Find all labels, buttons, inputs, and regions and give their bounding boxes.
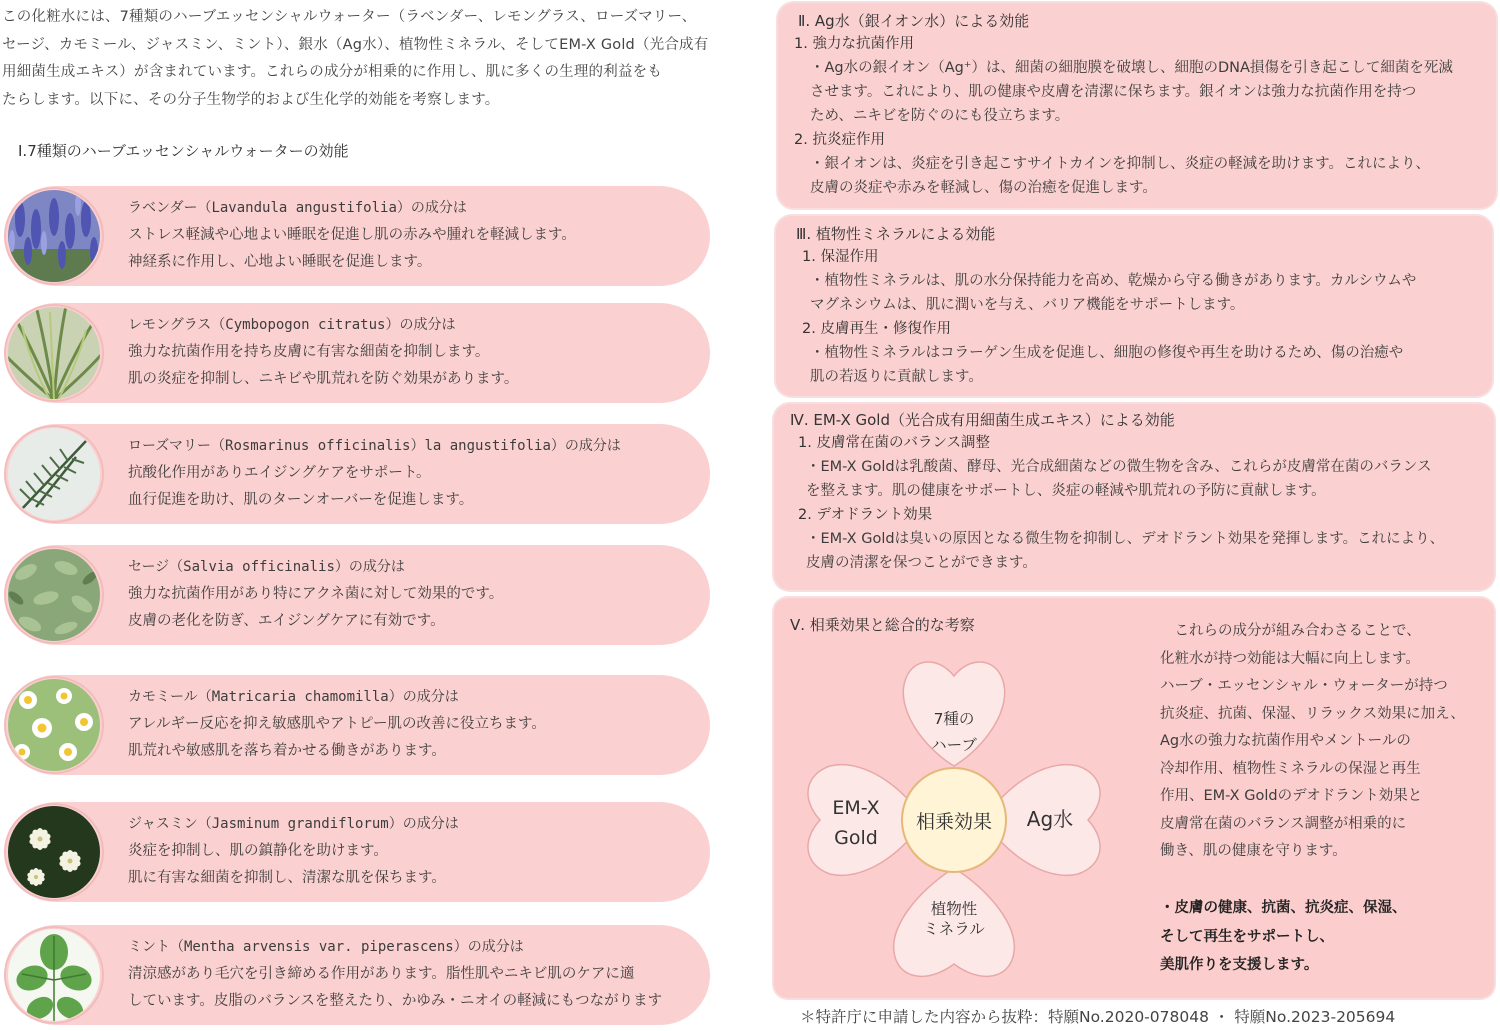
petal-top-label-1: 7種の — [933, 710, 975, 728]
herb-card-sage — [6, 545, 710, 645]
conclusion-line: 化粧水が持つ効能は大幅に向上します。 — [1160, 650, 1420, 667]
herb-effect: 強力な抗菌作用があり特にアクネ菌に対して効果的です。 — [128, 586, 504, 602]
herb-effect: アレルギー反応を抑え敏感肌やアトピー肌の改善に役立ちます。 — [128, 716, 546, 732]
section2-body-line: 皮膚の炎症や赤みを軽減し、傷の治癒を促進します。 — [810, 180, 1157, 196]
mint-photo — [6, 928, 102, 1022]
section5-title: Ⅴ. 相乗効果と総合的な考察 — [790, 616, 975, 634]
herb-effect: 肌の炎症を抑制し、ニキビや肌荒れを防ぐ効果があります。 — [128, 371, 519, 387]
section3-heading-1: 1. 保湿作用 — [802, 249, 879, 265]
herb-name: セージ（Salvia officinalis）の成分は — [128, 559, 405, 575]
summary-line: そして再生をサポートし、 — [1160, 928, 1334, 945]
conclusion-line: ハーブ・エッセンシャル・ウォーターが持つ — [1160, 678, 1448, 694]
herb-card-jasmine — [6, 802, 710, 902]
section2-body-line: ため、ニキビを防ぐのにも役立ちます。 — [810, 108, 1070, 124]
herb-effect: 肌荒れや敏感肌を落ち着かせる働きがあります。 — [128, 743, 446, 759]
section5-panel — [774, 598, 1494, 998]
section4-heading-1: 1. 皮膚常在菌のバランス調整 — [798, 435, 991, 451]
conclusion-line: 冷却作用、植物性ミネラルの保湿と再生 — [1160, 760, 1421, 777]
section4-body-line: ・EM-X Goldは臭いの原因となる微生物を抑制し、デオドラント効果を発揮します。これにより、 — [806, 531, 1445, 547]
intro-line: たらします。以下に、その分子生物学的および生化学的効能を考察します。 — [2, 91, 500, 108]
petal-left-label-1: EM-X — [832, 797, 880, 819]
herb-name: カモミール（Matricaria chamomilla）の成分は — [128, 689, 459, 705]
herb-effect: 皮膚の老化を防ぎ、エイジングケアに有効です。 — [128, 613, 445, 629]
herb-effect: ストレス軽減や心地よい睡眠を促進し肌の赤みや腫れを軽減します。 — [128, 227, 576, 243]
herb-effect: 強力な抗菌作用を持ち皮膚に有害な細菌を抑制します。 — [128, 344, 490, 360]
herb-card-lavender — [6, 186, 710, 286]
section5-summary — [1160, 894, 1480, 980]
section4-heading-2: 2. デオドラント効果 — [798, 507, 933, 523]
section3-title: Ⅲ. 植物性ミネラルによる効能 — [796, 225, 996, 243]
rosemary-photo — [6, 427, 102, 521]
patent-footnote: ＊特許庁に申請した内容から抜粋：特願No.2020-078048 ・ 特願No.2023-205694 — [800, 1008, 1396, 1026]
summary-line: ・皮膚の健康、抗菌、抗炎症、保湿、 — [1160, 900, 1407, 916]
conclusion-line: 皮膚常在菌のバランス調整が相乗的に — [1160, 815, 1407, 832]
lemongrass-photo — [6, 306, 102, 400]
herb-name: レモングラス（Cymbopogon citratus）の成分は — [128, 317, 456, 333]
section4-panel — [774, 404, 1494, 590]
section2-body-line: させます。これにより、肌の健康や皮膚を清潔に保ちます。銀イオンは強力な抗菌作用を持つ — [810, 84, 1417, 100]
conclusion-line: 働き、肌の健康を守ります。 — [1160, 843, 1347, 859]
conclusion-line: Ag水の強力な抗菌作用やメントールの — [1160, 733, 1411, 749]
herb-card-mint — [6, 925, 710, 1025]
conclusion-line: これらの成分が組み合わさることで、 — [1160, 623, 1421, 639]
petal-top-label-2: ハーブ — [931, 736, 977, 754]
summary-line: 美肌作りを支援します。 — [1160, 957, 1319, 973]
petal-left-label-2: Gold — [834, 827, 878, 849]
herb-name: ジャスミン（Jasminum grandiflorum）の成分は — [128, 816, 459, 832]
herb-effect: しています。皮脂のバランスを整えたり、かゆみ・ニオイの軽減にもつながります — [128, 993, 663, 1009]
section3-body-line: マグネシウムは、肌に潤いを与え、バリア機能をサポートします。 — [810, 297, 1245, 313]
section4-body-line: 皮膚の清潔を保つことができます。 — [806, 555, 1037, 571]
chamomile-photo — [6, 678, 102, 772]
section1-title: Ⅰ.7種類のハーブエッセンシャルウォーターの効能 — [18, 142, 349, 160]
herb-effect: 肌に有害な細菌を抑制し、清潔な肌を保ちます。 — [128, 870, 446, 886]
section4-body-line: ・EM-X Goldは乳酸菌、酵母、光合成細菌などの微生物を含み、これらが皮膚常在菌のバランス — [806, 459, 1432, 475]
intro-line: セージ、カモミール、ジャスミン、ミント）、銀水（Ag水）、植物性ミネラル、そしてEM-X Gold（光合成有 — [2, 36, 709, 53]
section2-body-line: ・Ag水の銀イオン（Ag⁺）は、細菌の細胞膜を破壊し、細胞のDNA損傷を引き起こして細菌を死滅 — [810, 60, 1453, 76]
sage-photo — [6, 548, 102, 642]
petal-bottom-label-2: ミネラル — [923, 920, 985, 938]
section5-conclusion — [1160, 618, 1480, 866]
herb-card-rosemary — [6, 424, 710, 524]
herb-name: ローズマリー（Rosmarinus officinalis）la angustifolia）の成分は — [128, 438, 621, 454]
herb-name: ラベンダー（Lavandula angustifolia）の成分は — [128, 200, 467, 216]
section3-body-line: ・植物性ミネラルはコラーゲン生成を促進し、細胞の修復や再生を助けるため、傷の治癒や — [810, 345, 1404, 361]
herb-effect: 清涼感があり毛穴を引き締める作用があります。脂性肌やニキビ肌のケアに適 — [128, 966, 635, 982]
lavender-photo — [6, 189, 102, 283]
conclusion-line: 抗炎症、抗菌、保湿、リラックス効果に加え、 — [1160, 705, 1465, 722]
flower-center-label: 相乗効果 — [915, 811, 993, 833]
jasmine-photo — [6, 805, 102, 899]
section2-panel — [778, 3, 1496, 208]
herb-effect: 炎症を抑制し、肌の鎮静化を助けます。 — [128, 843, 388, 859]
herb-effect: 抗酸化作用がありエイジングケアをサポート。 — [128, 465, 431, 481]
section2-body-line: ・銀イオンは、炎症を引き起こすサイトカインを抑制し、炎症の軽減を助けます。これにより、 — [810, 156, 1431, 172]
section4-body-line: を整えます。肌の健康をサポートし、炎症の軽減や肌荒れの予防に貢献します。 — [806, 483, 1326, 499]
section2-title: Ⅱ. Ag水（銀イオン水）による効能 — [798, 12, 1030, 30]
herb-effect: 血行促進を助け、肌のターンオーバーを促進します。 — [128, 492, 474, 508]
intro-paragraph — [2, 4, 714, 114]
section4-title: Ⅳ. EM-X Gold（光合成有用細菌生成エキス）による効能 — [790, 411, 1175, 429]
conclusion-line: 作用、EM-X Goldのデオドラント効果と — [1160, 788, 1423, 804]
section3-body-line: 肌の若返りに貢献します。 — [810, 369, 983, 385]
herb-name: ミント（Mentha arvensis var. piperascens）の成分は — [128, 939, 524, 955]
section2-heading-2: 2. 抗炎症作用 — [794, 132, 885, 148]
petal-bottom-label-1: 植物性 — [930, 900, 978, 918]
section2-heading-1: 1. 強力な抗菌作用 — [794, 36, 914, 52]
section3-panel — [776, 216, 1492, 396]
intro-line: この化粧水には、7種類のハーブエッセンシャルウォーター（ラベンダー、レモングラス、ローズマリー、 — [2, 9, 697, 25]
section3-heading-2: 2. 皮膚再生・修復作用 — [802, 321, 951, 337]
herb-effect: 神経系に作用し、心地よい睡眠を促進します。 — [128, 254, 432, 270]
intro-line: 用細菌生成エキス）が含まれています。これらの成分が相乗的に作用し、肌に多くの生理的利益をも — [2, 64, 663, 80]
herb-card-chamomile — [6, 675, 710, 775]
herb-card-lemongrass — [6, 303, 710, 403]
petal-right-label: Ag水 — [1026, 807, 1074, 831]
synergy-flower-diagram — [774, 598, 1154, 998]
section3-body-line: ・植物性ミネラルは、肌の水分保持能力を高め、乾燥から守る働きがあります。カルシウムや — [810, 273, 1417, 289]
